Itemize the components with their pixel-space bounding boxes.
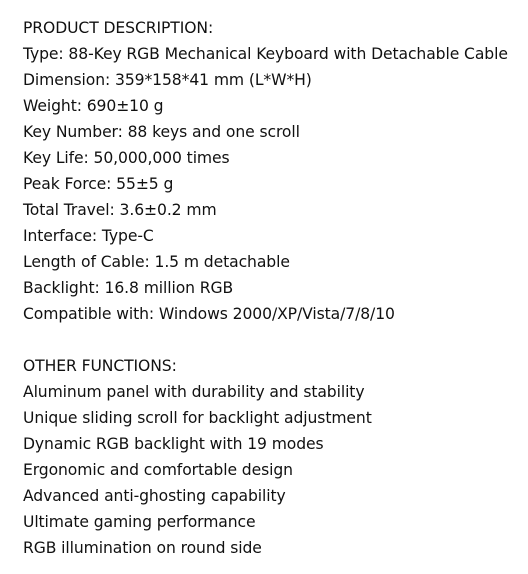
document-body bbox=[23, 15, 524, 561]
function-item: Ergonomic and comfortable design bbox=[23, 461, 293, 479]
product-description-heading: PRODUCT DESCRIPTION: bbox=[23, 19, 214, 37]
function-item: Ultimate gaming performance bbox=[23, 513, 256, 531]
spec-total-travel: Total Travel: 3.6±0.2 mm bbox=[23, 201, 217, 219]
function-item: Aluminum panel with durability and stability bbox=[23, 383, 365, 401]
spec-key-life: Key Life: 50,000,000 times bbox=[23, 149, 230, 167]
spec-peak-force: Peak Force: 55±5 g bbox=[23, 175, 174, 193]
spec-compatibility: Compatible with: Windows 2000/XP/Vista/7/8/10 bbox=[23, 305, 395, 323]
function-item: Advanced anti-ghosting capability bbox=[23, 487, 286, 505]
spec-weight: Weight: 690±10 g bbox=[23, 97, 164, 115]
function-item: Dynamic RGB backlight with 19 modes bbox=[23, 435, 324, 453]
spec-cable-length: Length of Cable: 1.5 m detachable bbox=[23, 253, 290, 271]
function-item: Unique sliding scroll for backlight adjustment bbox=[23, 409, 372, 427]
spec-backlight: Backlight: 16.8 million RGB bbox=[23, 279, 234, 297]
section-spacer bbox=[23, 327, 524, 353]
spec-key-number: Key Number: 88 keys and one scroll bbox=[23, 123, 300, 141]
spec-interface: Interface: Type-C bbox=[23, 227, 154, 245]
other-functions-heading: OTHER FUNCTIONS: bbox=[23, 357, 177, 375]
function-item: RGB illumination on round side bbox=[23, 539, 262, 557]
spec-type: Type: 88-Key RGB Mechanical Keyboard with Detachable Cable bbox=[23, 45, 508, 63]
spec-dimension: Dimension: 359*158*41 mm (L*W*H) bbox=[23, 71, 312, 89]
